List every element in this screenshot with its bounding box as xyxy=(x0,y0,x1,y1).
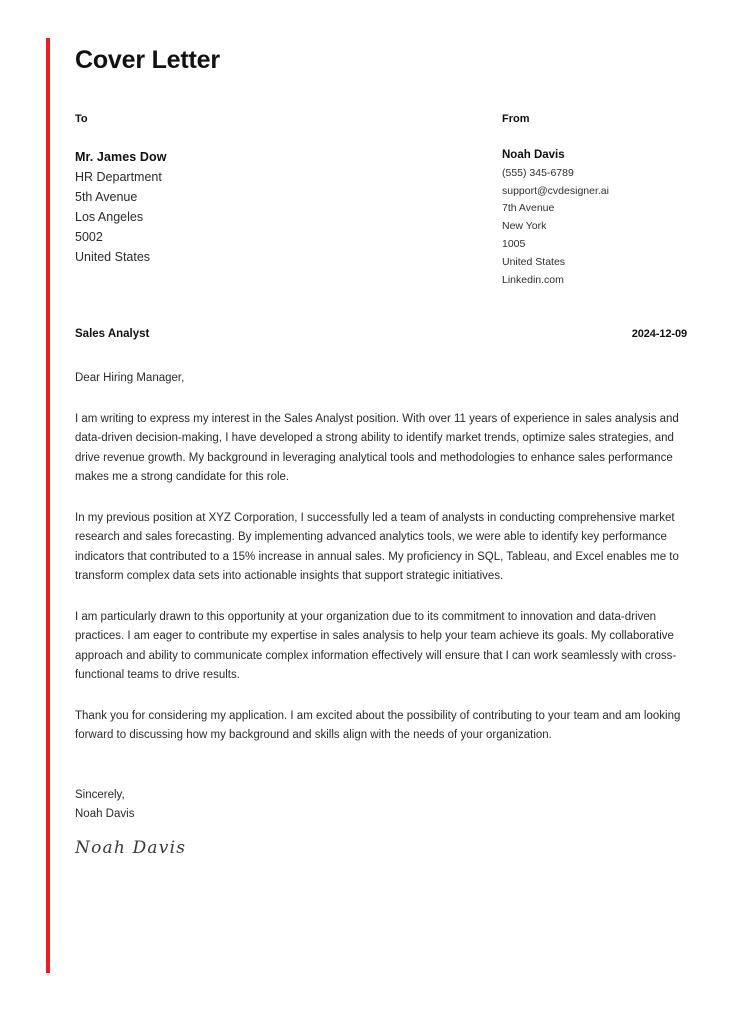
sender-label: From xyxy=(502,112,530,125)
sender-email: support@cvdesigner.ai xyxy=(502,184,609,197)
body-paragraph: I am particularly drawn to this opportunity at your organization due to its commitment to innovation and data-driven practices. I am eager to contribute my expertise in sales analysis to help your team achieve its goals. My collaborative approach and ability to communicate complex information effectively will ensure that I can work seamlessly with cross-functional teams to drive results. xyxy=(75,610,677,682)
sender-website: Linkedin.com xyxy=(502,273,564,286)
recipient-block xyxy=(75,113,502,290)
body-paragraph: I am writing to express my interest in the Sales Analyst position. With over 11 years of experience in sales analysis and data-driven decision-making, I have developed a strong ability to identify market trends, optimize sales strategies, and drive revenue growth. My background in leveraging analytical tools and methodologies to enhance sales performance makes me a strong candidate for this role. xyxy=(75,412,679,484)
subject-row xyxy=(75,328,687,340)
signature: Noah Davis xyxy=(75,837,187,858)
closing-name: Noah Davis xyxy=(75,808,135,821)
recipient-line: HR Department xyxy=(75,169,162,184)
recipient-line: United States xyxy=(75,249,151,264)
sender-block xyxy=(502,113,687,290)
sender-line: 7th Avenue xyxy=(502,202,555,215)
sender-line: 1005 xyxy=(502,237,526,250)
body-paragraph: In my previous position at XYZ Corporation, I successfully led a team of analysts in conducting comprehensive market research and sales forecasting. By implementing advanced analytics tools, we were able to identify key performance indicators that contributed to a 15% increase in annual sales. My proficiency in SQL, Tableau, and Excel enables me to transform complex data sets into actionable insights that support strategic initiatives. xyxy=(75,511,679,583)
page-title: Cover Letter xyxy=(75,46,220,74)
sender-name: Noah Davis xyxy=(502,148,565,161)
recipient-line: Los Angeles xyxy=(75,209,144,224)
recipient-line: 5002 xyxy=(75,229,103,244)
sender-phone: (555) 345-6789 xyxy=(502,166,574,179)
letter-date: 2024-12-09 xyxy=(631,328,687,341)
closing-block xyxy=(75,786,687,858)
recipient-name: Mr. James Dow xyxy=(75,149,167,164)
sender-line: New York xyxy=(502,220,547,233)
recipient-label: To xyxy=(75,112,88,125)
left-accent-rule xyxy=(46,38,50,973)
address-row xyxy=(75,113,687,290)
subject-line: Sales Analyst xyxy=(75,328,150,341)
sender-line: United States xyxy=(502,255,566,268)
salutation: Dear Hiring Manager, xyxy=(75,372,185,385)
letter-content xyxy=(75,38,687,858)
closing-salutation: Sincerely, xyxy=(75,788,125,801)
body-paragraph: Thank you for considering my application. I am excited about the possibility of contributing to your team and am looking forward to discussing how my background and skills align with the needs of your organization. xyxy=(75,709,681,742)
recipient-line: 5th Avenue xyxy=(75,189,138,204)
